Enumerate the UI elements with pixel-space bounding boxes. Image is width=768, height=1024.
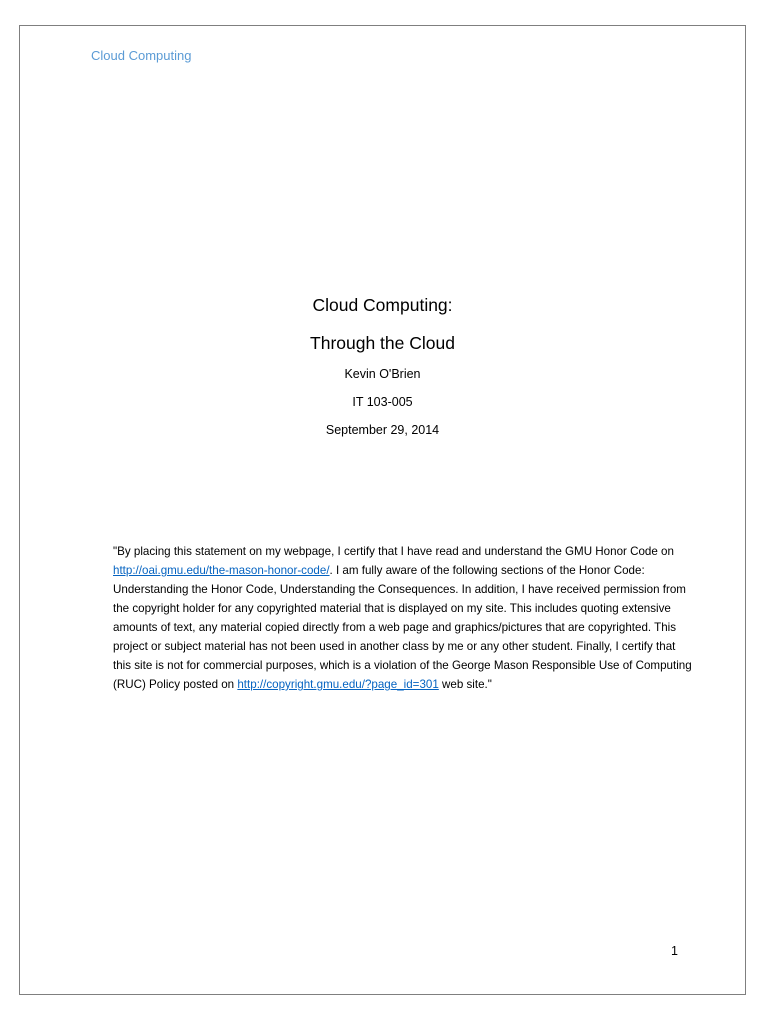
title-line-1: Cloud Computing: [312,295,453,315]
title-line-2: Through the Cloud [310,333,455,353]
running-header: Cloud Computing [91,48,192,63]
document-page [19,25,746,995]
document-date: September 29, 2014 [325,423,440,437]
course-code: IT 103-005 [352,395,413,409]
honor-code-statement [113,542,693,694]
statement-text-part-1: "By placing this statement on my webpage, I certify that I have read and understand the GMU Honor Code on [113,545,674,558]
page-number: 1 [671,944,678,958]
author-name: Kevin O'Brien [344,367,421,381]
title-block [20,294,745,450]
statement-text-part-3: web site." [438,678,492,691]
copyright-policy-link[interactable]: http://copyright.gmu.edu/?page_id=301 [237,678,439,691]
statement-text-part-2: . I am fully aware of the following sections of the Honor Code: Understanding the Honor Code, Understanding the Consequences. In addition, I have received permission from the copyright holder for any copyrighted material that is displayed on my site. This includes quoting extensive amounts of text, any material copied directly from a web page and graphics/pictures that are copyrighted. This project or subject material has not been used in another class by me or any other student. Finally, I certify that this site is not for commercial purposes, which is a violation of the George Mason Responsible Use of Computing (RUC) Policy posted on [113,564,692,691]
honor-code-link[interactable]: http://oai.gmu.edu/the-mason-honor-code/ [113,564,330,577]
